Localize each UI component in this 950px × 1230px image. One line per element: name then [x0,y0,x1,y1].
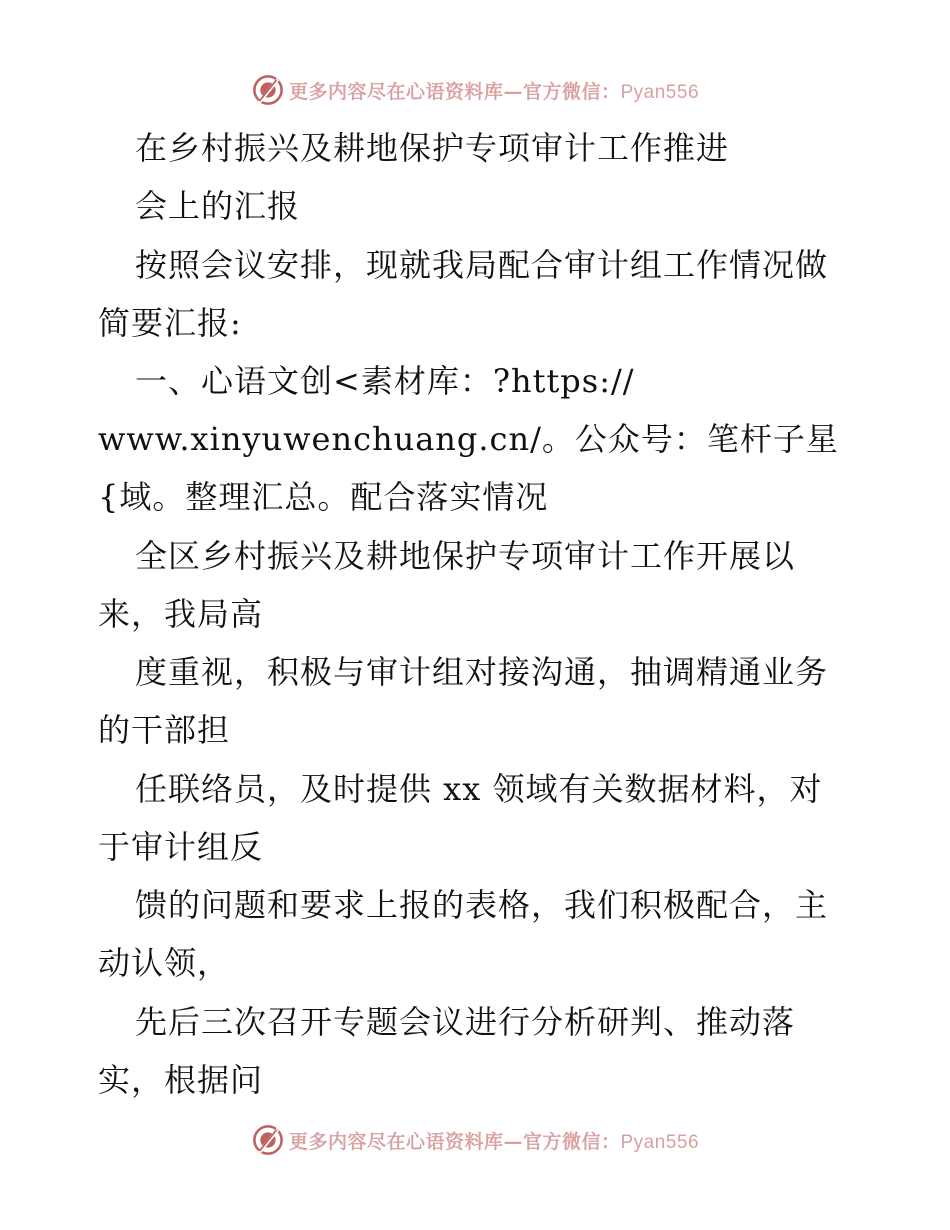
paragraph-line: 先后三次召开专题会议进行分析研判、推动落 [135,1003,796,1041]
watermark-separator: — [503,1130,523,1153]
watermark-separator: — [503,80,523,103]
section-heading-line: www.xinyuwenchuang.cn/。公众号：笔杆子星 [98,420,839,458]
watermark-header [0,70,950,110]
quill-logo-icon [251,1123,285,1157]
paragraph-line: 度重视，积极与审计组对接沟通，抽调精通业务 [135,653,829,691]
watermark-wechat-label: 官方微信： [522,80,621,103]
watermark-brand: 更多内容尽在心语资料库 [288,80,504,103]
paragraph-line: 来，我局高 [98,595,264,633]
quill-logo-icon [251,73,285,107]
watermark-wechat-label: 官方微信： [522,1130,621,1153]
paragraph-line: 的干部担 [98,711,231,749]
paragraph-line: 馈的问题和要求上报的表格，我们积极配合，主 [135,886,829,924]
document-title-line-2: 会上的汇报 [135,187,301,225]
watermark-wechat-id: Pyan556 [620,1131,700,1153]
paragraph-line: 按照会议安排，现就我局配合审计组工作情况做 [135,246,829,284]
paragraph-line: 动认领， [98,944,231,982]
section-heading-line: 一、心语文创<素材库：?https:// [135,362,635,400]
paragraph-line: 于审计组反 [98,828,264,866]
section-heading-line: {域。整理汇总。配合落实情况 [98,478,549,516]
watermark-wechat-id: Pyan556 [620,81,700,103]
watermark-footer [0,1120,950,1160]
watermark-brand: 更多内容尽在心语资料库 [288,1130,504,1153]
paragraph-line: 全区乡村振兴及耕地保护专项审计工作开展以 [135,537,796,575]
paragraph-line: 简要汇报: [98,304,242,342]
paragraph-line: 任联络员，及时提供 xx 领域有关数据材料，对 [135,770,823,808]
paragraph-line: 实，根据问 [98,1061,264,1099]
document-title-line-1: 在乡村振兴及耕地保护专项审计工作推进 [135,129,730,167]
